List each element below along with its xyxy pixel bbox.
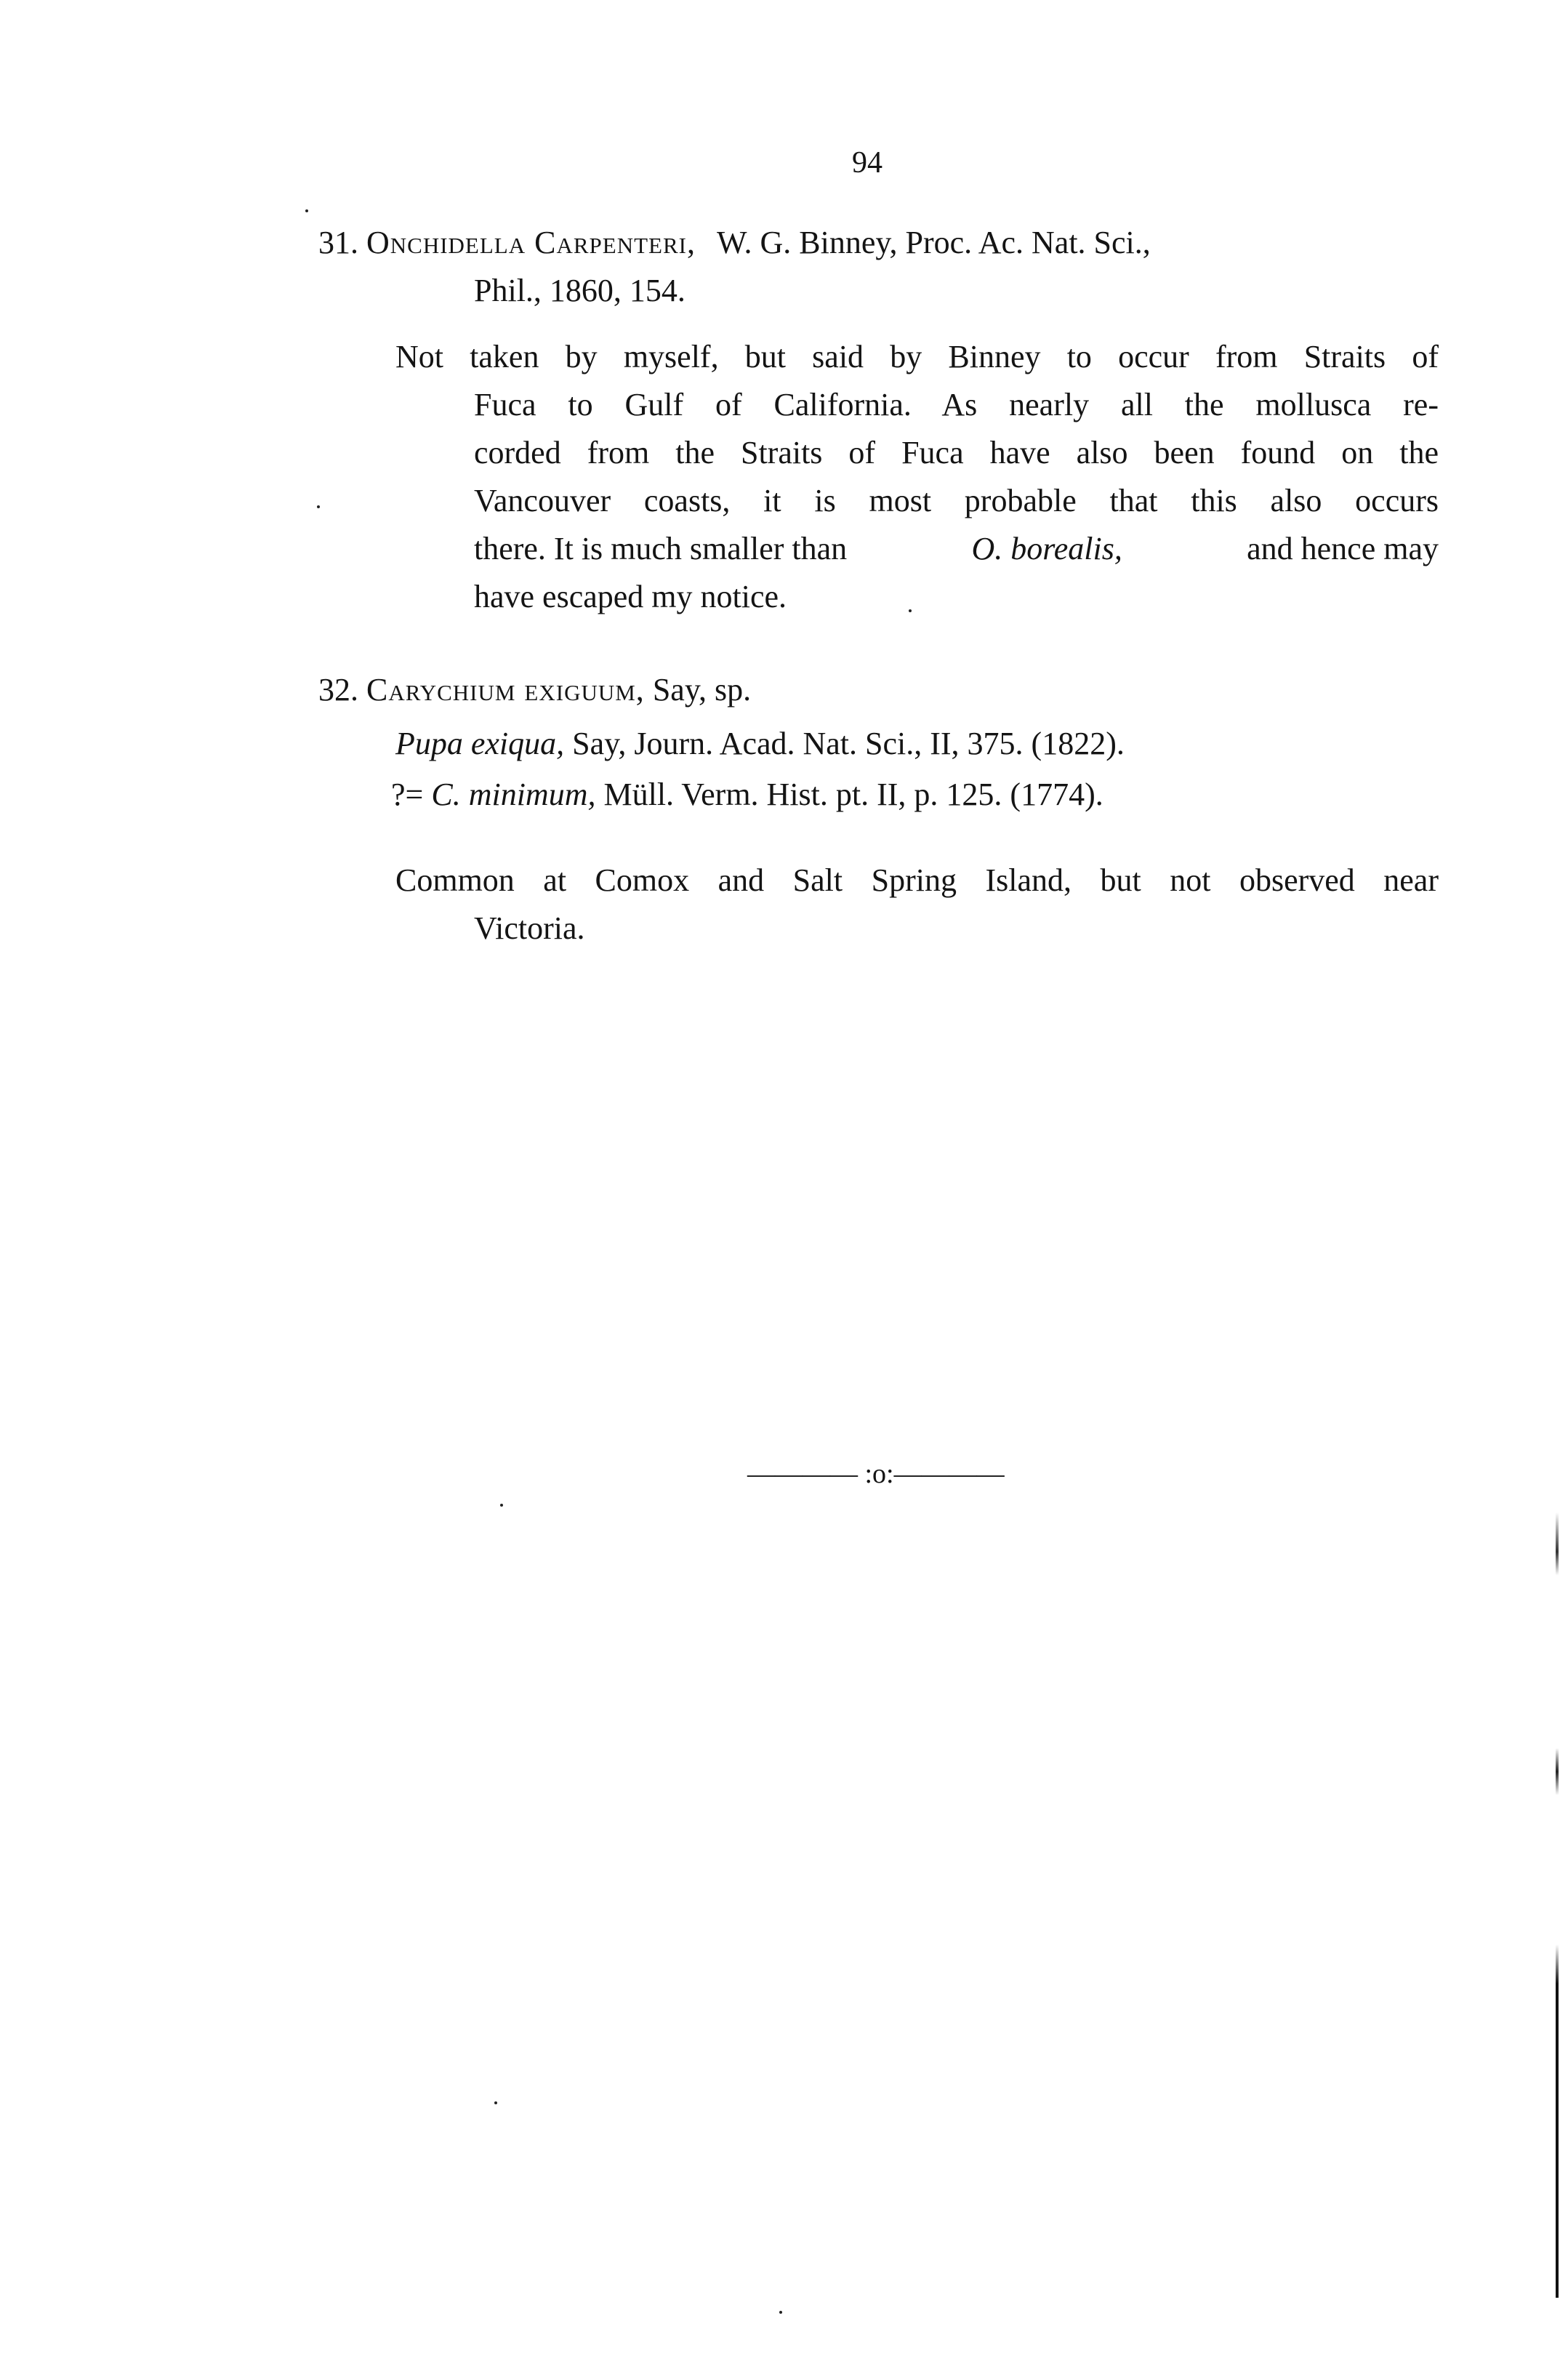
entry-31-text-line-4: Vancouver coasts, it is most probable that this also occurs (474, 483, 1439, 518)
section-divider: ———— :o:———— (747, 1459, 1005, 1489)
entry-32-species-name: Carychium exiguum, (366, 672, 645, 708)
scan-speck (305, 209, 308, 212)
entry-31-text-line-5-start: there. It is much smaller than (474, 531, 848, 566)
scan-speck (317, 505, 320, 508)
entry-32-synonym-2-name: C. minimum, (431, 777, 596, 812)
entry-32-synonym-2-prefix: ?= (391, 777, 424, 812)
entry-32-text-line-2: Victoria. (474, 910, 585, 946)
entry-31-species-name: Onchidella Carpenteri, (366, 225, 696, 260)
entry-31-text-line-3: corded from the Straits of Fuca have also been found on the (474, 435, 1439, 470)
entry-31-number: 31. (318, 225, 358, 260)
entry-31-citation: W. G. Binney, Proc. Ac. Nat. Sci., (716, 225, 1151, 260)
scan-speck (500, 1504, 503, 1507)
entry-32-synonym-1-reference: Say, Journ. Acad. Nat. Sci., II, 375. (1822). (572, 726, 1125, 761)
scan-speck (779, 2311, 782, 2314)
scan-speck (494, 2101, 497, 2104)
entry-32-heading (318, 666, 751, 714)
entry-31-text-line-1: Not taken by myself, but said by Binney to occur from Straits of (395, 339, 1439, 374)
entry-32-synonym-2-reference: Müll. Verm. Hist. pt. II, p. 125. (1774). (603, 777, 1103, 812)
entry-31-heading (318, 219, 1442, 267)
entry-32-synonym-1-name: Pupa exiqua, (395, 726, 565, 761)
entry-31-text-line-6: have escaped my notice. (474, 579, 787, 614)
entry-32-number: 32. (318, 672, 358, 708)
scan-speck (909, 609, 912, 612)
entry-31-species-reference: O. borealis, (971, 531, 1122, 566)
entry-31-text-line-2: Fuca to Gulf of California. As nearly all the mollusca re- (474, 387, 1439, 422)
entry-32-text-line-1: Common at Comox and Salt Spring Island, but not observed near (395, 862, 1439, 898)
scan-edge-mark (1556, 1512, 1559, 2298)
page-number: 94 (852, 146, 882, 180)
entry-32-author: Say, sp. (652, 672, 752, 708)
entry-31-text-line-5 (474, 525, 1439, 573)
entry-32-synonym-1 (395, 720, 1125, 768)
entry-31-citation-continued: Phil., 1860, 154. (474, 273, 686, 308)
entry-32-synonym-2 (391, 771, 1103, 819)
entry-31-text-line-5-end: and hence may (1247, 531, 1439, 566)
